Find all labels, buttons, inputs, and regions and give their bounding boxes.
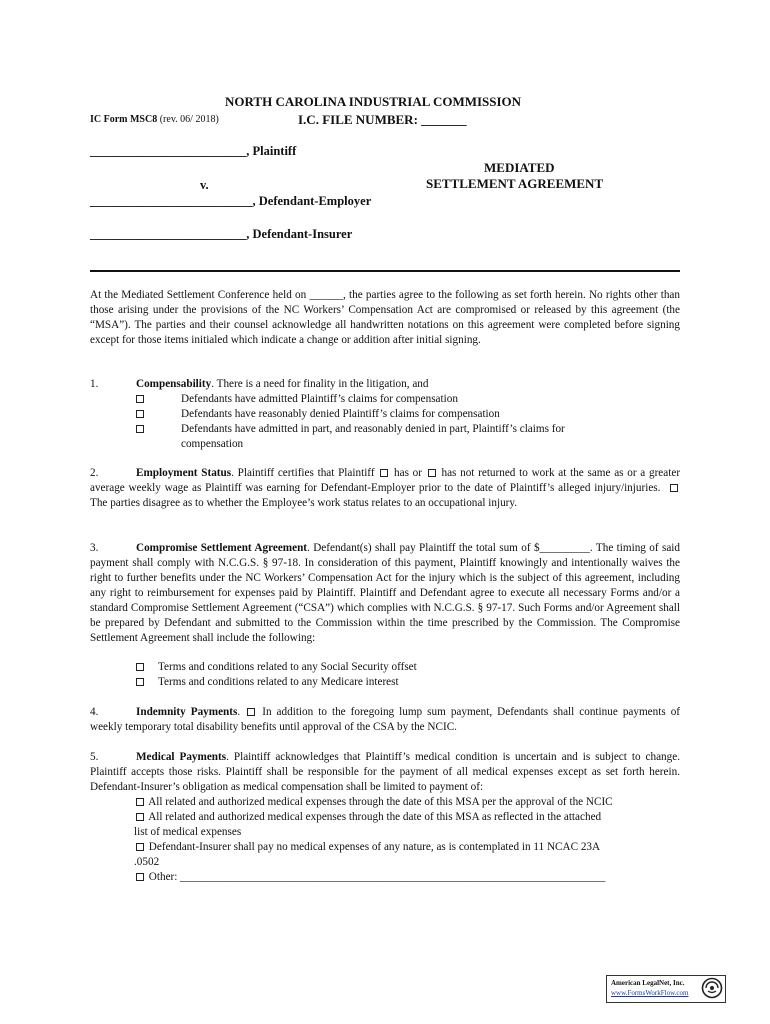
s5-number: 5. xyxy=(90,751,99,763)
checkbox-has[interactable] xyxy=(380,469,388,477)
s5-opt4 xyxy=(134,870,605,885)
checkbox[interactable] xyxy=(136,873,144,881)
doc-title-2: SETTLEMENT AGREEMENT xyxy=(426,176,604,191)
s5-title: Medical Payments xyxy=(136,751,227,763)
file-number: I.C. FILE NUMBER: _______ xyxy=(298,112,467,127)
commission-title: NORTH CAROLINA INDUSTRIAL COMMISSION xyxy=(225,94,522,109)
checkbox[interactable] xyxy=(136,843,144,851)
s2-title: Employment Status xyxy=(136,467,232,479)
s4-text: In addition to the foregoing lump sum payment, Defendants shall continue payments of weekly temporary total disability benefits until approval of the CSA by the NCIC. xyxy=(90,706,681,733)
form-label: IC Form MSC8 xyxy=(90,114,158,125)
s5-opt4-label: Other: ____________________________________________________________________________ xyxy=(148,871,606,883)
versus: v. xyxy=(200,178,209,192)
s2-t2: has or xyxy=(394,467,422,479)
s5-opt2 xyxy=(134,810,601,825)
checkbox[interactable] xyxy=(136,678,144,686)
s1-opt3-label: Defendants have admitted in part, and reasonably denied in part, Plaintiff’s claims for xyxy=(181,423,565,435)
form-rev: (rev. 06/ 2018) xyxy=(157,114,219,125)
s4-number: 4. xyxy=(90,706,99,718)
s1-text: . There is a need for finality in the litigation, and xyxy=(211,378,429,390)
s3-opt1 xyxy=(134,660,146,675)
checkbox[interactable] xyxy=(247,708,255,716)
publisher-logo xyxy=(606,975,726,1003)
defendant-employer-line: __________________________, Defendant-Employer xyxy=(90,194,372,208)
s1-opt1-label: Defendants have admitted Plaintiff’s claims for compensation xyxy=(181,393,458,405)
s5-opt3 xyxy=(134,840,600,855)
s2-paragraph xyxy=(90,466,680,511)
s1-opt1 xyxy=(134,392,146,407)
checkbox-has-not[interactable] xyxy=(428,469,436,477)
form-id xyxy=(90,114,219,125)
s4-title: Indemnity Payments xyxy=(136,706,238,718)
checkbox[interactable] xyxy=(136,410,144,418)
publisher-name: American LegalNet, Inc. xyxy=(611,979,685,987)
s3-opt1-label: Terms and conditions related to any Social Security offset xyxy=(158,661,417,673)
checkbox[interactable] xyxy=(136,663,144,671)
s1-opt3-label-cont: compensation xyxy=(181,438,244,450)
s3-number: 3. xyxy=(90,542,99,554)
s3-opt2 xyxy=(134,675,146,690)
checkbox[interactable] xyxy=(136,813,144,821)
defendant-insurer-line: _________________________, Defendant-Insurer xyxy=(90,227,353,241)
doc-title-1: MEDIATED xyxy=(484,160,555,175)
s5-opt3-label: Defendant-Insurer shall pay no medical expenses of any nature, as is contemplated in 11 NCAC 23A xyxy=(148,841,601,853)
s1-title: Compensability xyxy=(136,378,212,390)
s5-opt2-cont: list of medical expenses xyxy=(134,826,242,838)
globe-icon xyxy=(701,977,723,999)
s3-title: Compromise Settlement Agreement xyxy=(136,542,308,554)
s1-number: 1. xyxy=(90,378,99,390)
s2-t1: . Plaintiff certifies that Plaintiff xyxy=(231,467,375,479)
checkbox[interactable] xyxy=(136,395,144,403)
s1-opt3 xyxy=(134,422,146,437)
s5-text: . Plaintiff acknowledges that Plaintiff’s medical condition is uncertain and is subject to change. Plaintiff accepts those risks. Plaintiff shall be responsible for the payment of all medical expenses except as set forth herein. Defendant-Insurer’s obligation as medical compensation shall be limited to payment of: xyxy=(90,751,680,793)
s5-opt1 xyxy=(134,795,613,810)
s5-opt2-label: All related and authorized medical expenses through the date of this MSA as reflected in the attached xyxy=(148,811,602,823)
s5-paragraph xyxy=(90,750,680,795)
s1-opt2 xyxy=(134,407,146,422)
header-rule xyxy=(90,270,680,272)
plaintiff-line: _________________________, Plaintiff xyxy=(90,144,297,158)
s3-paragraph xyxy=(90,541,680,646)
s3-opt2-label: Terms and conditions related to any Medicare interest xyxy=(158,676,399,688)
checkbox[interactable] xyxy=(136,425,144,433)
checkbox-disagree[interactable] xyxy=(670,484,678,492)
s1-heading xyxy=(136,377,428,392)
publisher-link[interactable]: www.FormsWorkFlow.com xyxy=(611,989,689,997)
s3-text: . Defendant(s) shall pay Plaintiff the total sum of $_________. The timing of said payment shall comply with N.C.G.S. § 97-18. In consideration of this payment, Plaintiff knowingly and intentionally waives the right to further benefits under the NC Workers’ Compensation Act for the injury which is the subject of this agreement, including any right to reimbursement for expenses paid by Plaintiff. Plaintiff and Defendant agree to execute all necessary Forms and/or a standard Compromise Settlement Agreement (“CSA”) which complies with N.C.G.S. § 97-17. Such Forms and/or Agreement shall be prepared by Defendant and submitted to the Commission within the time prescribed by the Commission. The Compromise Settlement Agreement shall include the following: xyxy=(90,542,680,644)
s2-t3: has not returned to work at the same as or a greater average weekly wage as Plaintiff was earning for Defendant-Employer prior to the date of Plaintiff’s alleged injury/injuries. xyxy=(90,467,681,494)
s5-opt3-cont: .0502 xyxy=(134,856,160,868)
s2-number: 2. xyxy=(90,467,99,479)
intro-paragraph: At the Mediated Settlement Conference held on ______, the parties agree to the following as set forth herein. No rights other than those arising under the provisions of the NC Workers’ Compensation Act are compromised or released by this agreement (the “MSA”). The parties and their counsel acknowledge all handwritten notations on this agreement were completed before signing except for those items initialed which indicate a change or addition after initial signing. xyxy=(90,289,680,346)
checkbox[interactable] xyxy=(136,798,144,806)
s4-paragraph: 4. Indemnity Payments. In addition to the foregoing lump sum payment, Defendants shall continue payments of weekly temporary total disability benefits until approval of the CSA by the NCIC. xyxy=(90,706,681,733)
s2-t4: The parties disagree as to whether the Employee’s work status relates to an occupational injury. xyxy=(90,497,518,509)
s1-opt2-label: Defendants have reasonably denied Plaintiff’s claims for compensation xyxy=(181,408,500,420)
s5-opt1-label: All related and authorized medical expenses through the date of this MSA per the approval of the NCIC xyxy=(148,796,613,808)
